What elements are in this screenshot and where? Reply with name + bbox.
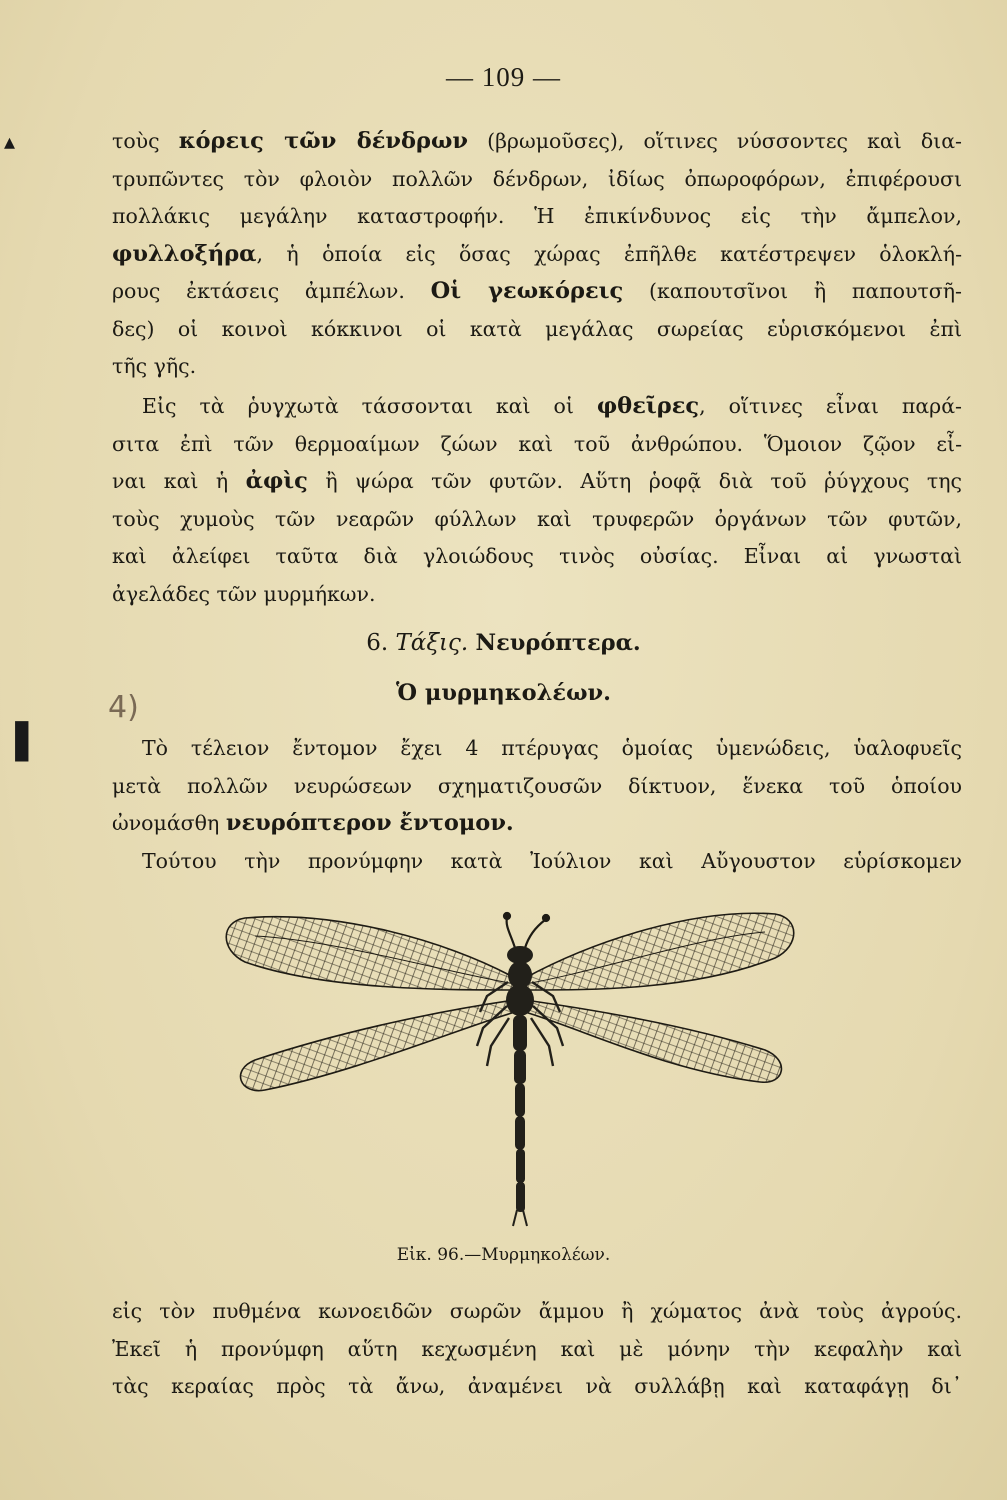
line-text: (βρωμοῦσες), οἵτινες νύσσοντες καὶ δια- [468, 129, 962, 153]
text-line [112, 123, 962, 161]
antlion-illustration [215, 900, 795, 1230]
line-text: , ἡ ὁποία εἰς ὅσας χώρας ἐπῆλθε κατέστρεψεν ὁλοκλή- [256, 241, 962, 266]
section-number: 6. [366, 630, 389, 656]
text-line [112, 1293, 962, 1331]
line-text: μετὰ πολλῶν νευρώσεων σχηματιζουσῶν δίκτυον, ἕνεκα τοῦ ὁποίου [112, 773, 962, 798]
line-text: ἀγελάδες τῶν μυρμήκων. [112, 581, 376, 606]
line-text: τρυπῶντες τὸν φλοιὸν πολλῶν δένδρων, ἰδίως ὀπωροφόρων, ἐπιφέρουσι [112, 166, 962, 191]
text-line [112, 161, 962, 199]
paragraph-larva-behavior [112, 1293, 962, 1406]
margin-arrow-mark: ▴ [4, 130, 16, 155]
text-line [112, 501, 962, 539]
line-text: εἰς τὸν πυθμένα κωνοειδῶν σωρῶν ἄμμου ἢ χώματος ἀνὰ τοὺς ἀγρούς. [112, 1299, 962, 1323]
line-text: τῆς γῆς. [112, 354, 197, 378]
text-line [112, 843, 962, 881]
bold-term: Οἱ γεωκόρεις [430, 278, 624, 304]
bold-term: φυλλοξήρα [112, 240, 257, 267]
text-line [112, 576, 962, 614]
line-text: Τὸ τέλειον ἔντομον ἔχει 4 πτέρυγας ὁμοίας ὑμενώδεις, ὑαλοφυεῖς [142, 736, 962, 760]
antennae [504, 913, 549, 948]
line-text: ἢ ψώρα τῶν φυτῶν. Αὕτη ῥοφᾷ διὰ τοῦ ῥύγχους της [307, 469, 962, 493]
left-forewing [226, 917, 515, 990]
line-text: Ἐκεῖ ἡ προνύμφη αὕτη κεχωσμένη καὶ μὲ μόνην τὴν κεφαλὴν καὶ [112, 1336, 962, 1361]
text-line [112, 1331, 962, 1369]
line-text: Εἰς τὰ ῥυγχωτὰ τάσσονται καὶ οἱ [142, 394, 597, 418]
subsection-title: Ὁ μυρμηκολέων. [396, 680, 611, 706]
paragraph-lice-aphids [112, 388, 962, 613]
text-line [112, 730, 962, 768]
section-heading [0, 630, 1007, 656]
text-line [112, 348, 962, 386]
text-line [112, 768, 962, 806]
line-text: ὠνομάσθη [112, 811, 226, 835]
right-hindwing [525, 1000, 781, 1082]
figure-caption: Εἰκ. 96.—Μυρμηκολέων. [396, 1245, 611, 1265]
bold-term: νευρόπτερον ἔντομον. [225, 810, 514, 836]
line-text: τοὺς χυμοὺς τῶν νεαρῶν φύλλων καὶ τρυφερῶν ὀργάνων τῶν φυτῶν, [112, 506, 962, 531]
line-text: , οἵτινες εἶναι παρά- [699, 394, 962, 418]
section-order-name: Νευρόπτερα. [475, 630, 641, 656]
line-text: ρους ἐκτάσεις ἀμπέλων. [112, 279, 431, 303]
page-number: — 109 — [446, 62, 561, 92]
section-taxis-label: Τάξις. [395, 630, 469, 656]
text-line [112, 311, 962, 349]
line-text: τὰς κεραίας πρὸς τὰ ἄνω, ἀναμένει νὰ συλλάβῃ καὶ καταφάγῃ δι᾽ [112, 1374, 962, 1398]
line-text: ναι καὶ ἡ [112, 469, 246, 493]
right-forewing [525, 913, 794, 990]
line-text: τοὺς [112, 129, 179, 153]
line-text: Τούτου τὴν προνύμφην κατὰ Ἰούλιον καὶ Αὔγουστον εὑρίσκομεν [142, 849, 962, 873]
bold-term: ἀφὶς [245, 468, 308, 494]
left-hindwing [241, 1000, 515, 1091]
text-line [112, 463, 962, 501]
text-line [112, 388, 962, 426]
line-text: καὶ ἀλείφει ταῦτα διὰ γλοιώδους τινὸς οὐσίας. Εἶναι αἱ γνωσταὶ [112, 544, 962, 568]
text-line [112, 273, 962, 311]
text-line [112, 805, 962, 843]
margin-bracket-mark: ▐ [2, 722, 29, 762]
line-text: πολλάκις μεγάλην καταστροφήν. Ἡ ἐπικίνδυνος εἰς τὴν ἄμπελον, [112, 204, 962, 228]
line-text: δες) οἱ κοινοὶ κόκκινοι οἱ κατὰ μεγάλας σωρείας εὑρισκόμενοι ἐπὶ [112, 316, 962, 341]
text-line [112, 236, 962, 274]
text-line [112, 538, 962, 576]
pencil-annotation: 4) [108, 690, 139, 725]
paragraph-antlion-adult [112, 730, 962, 843]
line-text: σιτα ἐπὶ τῶν θερμοαίμων ζώων καὶ τοῦ ἀνθρώπου. Ὅμοιον ζῷον εἶ- [112, 431, 962, 456]
subsection-heading [0, 680, 1007, 706]
bold-term: κόρεις τῶν δένδρων [178, 128, 469, 154]
bold-term: φθεῖρες [596, 393, 700, 419]
paragraph-antlion-larva [112, 843, 962, 881]
text-line [112, 1368, 962, 1406]
text-line [112, 426, 962, 464]
text-line [112, 198, 962, 236]
line-text: (καπουτσῖνοι ἢ παπουτσῆ- [623, 279, 962, 303]
paragraph-stinkbugs [112, 123, 962, 386]
